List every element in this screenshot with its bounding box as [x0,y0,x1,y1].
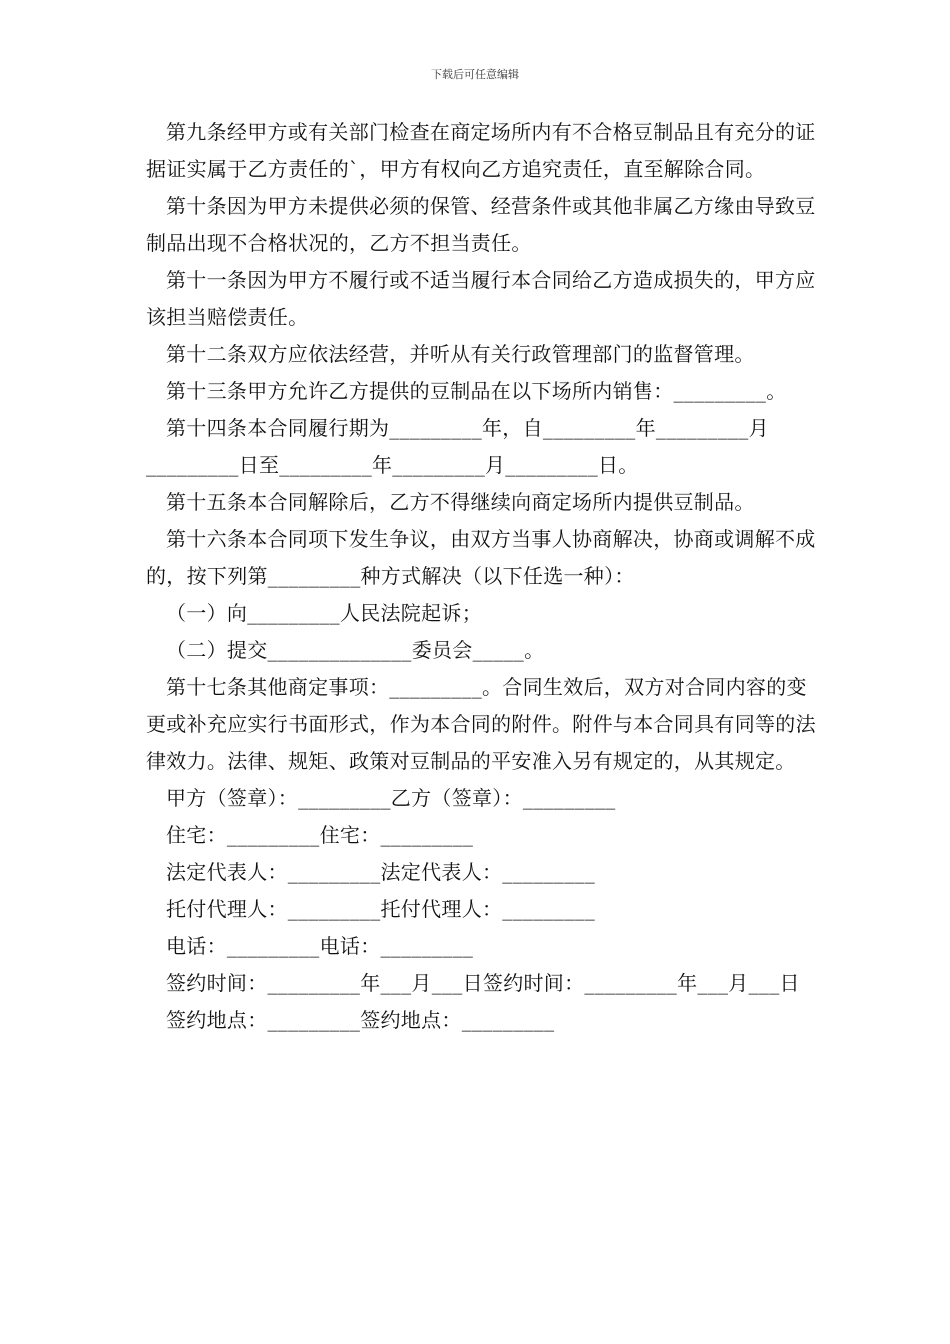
clause-14: 第十四条本合同履行期为_________年，自_________年_________月_________日至_________年_________月_________日。 [146,416,769,477]
phone-line: 电话：_________电话：_________ [166,934,474,958]
clause-16: 第十六条本合同项下发生争议，由双方当事人协商解决，协商或调解不成的，按下列第_________种方式解决（以下任选一种）： [146,527,816,588]
clause-17: 第十七条其他商定事项：_________。合同生效后，双方对合同内容的变更或补充应实行书面形式，作为本合同的附件。附件与本合同具有同等的法律效力。法律、规矩、政策对豆制品的平安准入另有规定的，从其规定。 [146,675,816,773]
clause-11: 第十一条因为甲方不履行或不适当履行本合同给乙方造成损失的，甲方应该担当赔偿责任。 [146,268,816,329]
clause-12: 第十二条双方应依法经营，并听从有关行政管理部门的监督管理。 [166,342,755,366]
contract-body [146,114,816,1039]
clause-9: 第九条经甲方或有关部门检查在商定场所内有不合格豆制品且有充分的证据证实属于乙方责任的`，甲方有权向乙方追究责任，直至解除合同。 [146,120,816,181]
signing-place-line: 签约地点：_________签约地点：_________ [166,1008,555,1032]
clause-15: 第十五条本合同解除后，乙方不得继续向商定场所内提供豆制品。 [166,490,755,514]
clause-16-option-1: （一）向_________人民法院起诉； [166,601,482,625]
page-header: 下载后可任意编辑 [431,68,519,81]
signature-party-line: 甲方（签章）：_________乙方（签章）：_________ [166,786,616,810]
clause-16-option-2: （二）提交______________委员会_____。 [166,638,545,662]
clause-10: 第十条因为甲方未提供必须的保管、经营条件或其他非属乙方缘由导致豆制品出现不合格状况的，乙方不担当责任。 [146,194,816,255]
signing-date-line: 签约时间：_________年___月___日签约时间：_________年___月___日 [166,971,800,995]
agent-line: 托付代理人：_________托付代理人：_________ [166,897,595,921]
address-line: 住宅：_________住宅：_________ [166,823,474,847]
legal-representative-line: 法定代表人：_________法定代表人：_________ [166,860,595,884]
clause-13: 第十三条甲方允许乙方提供的豆制品在以下场所内销售：_________。 [166,379,787,403]
